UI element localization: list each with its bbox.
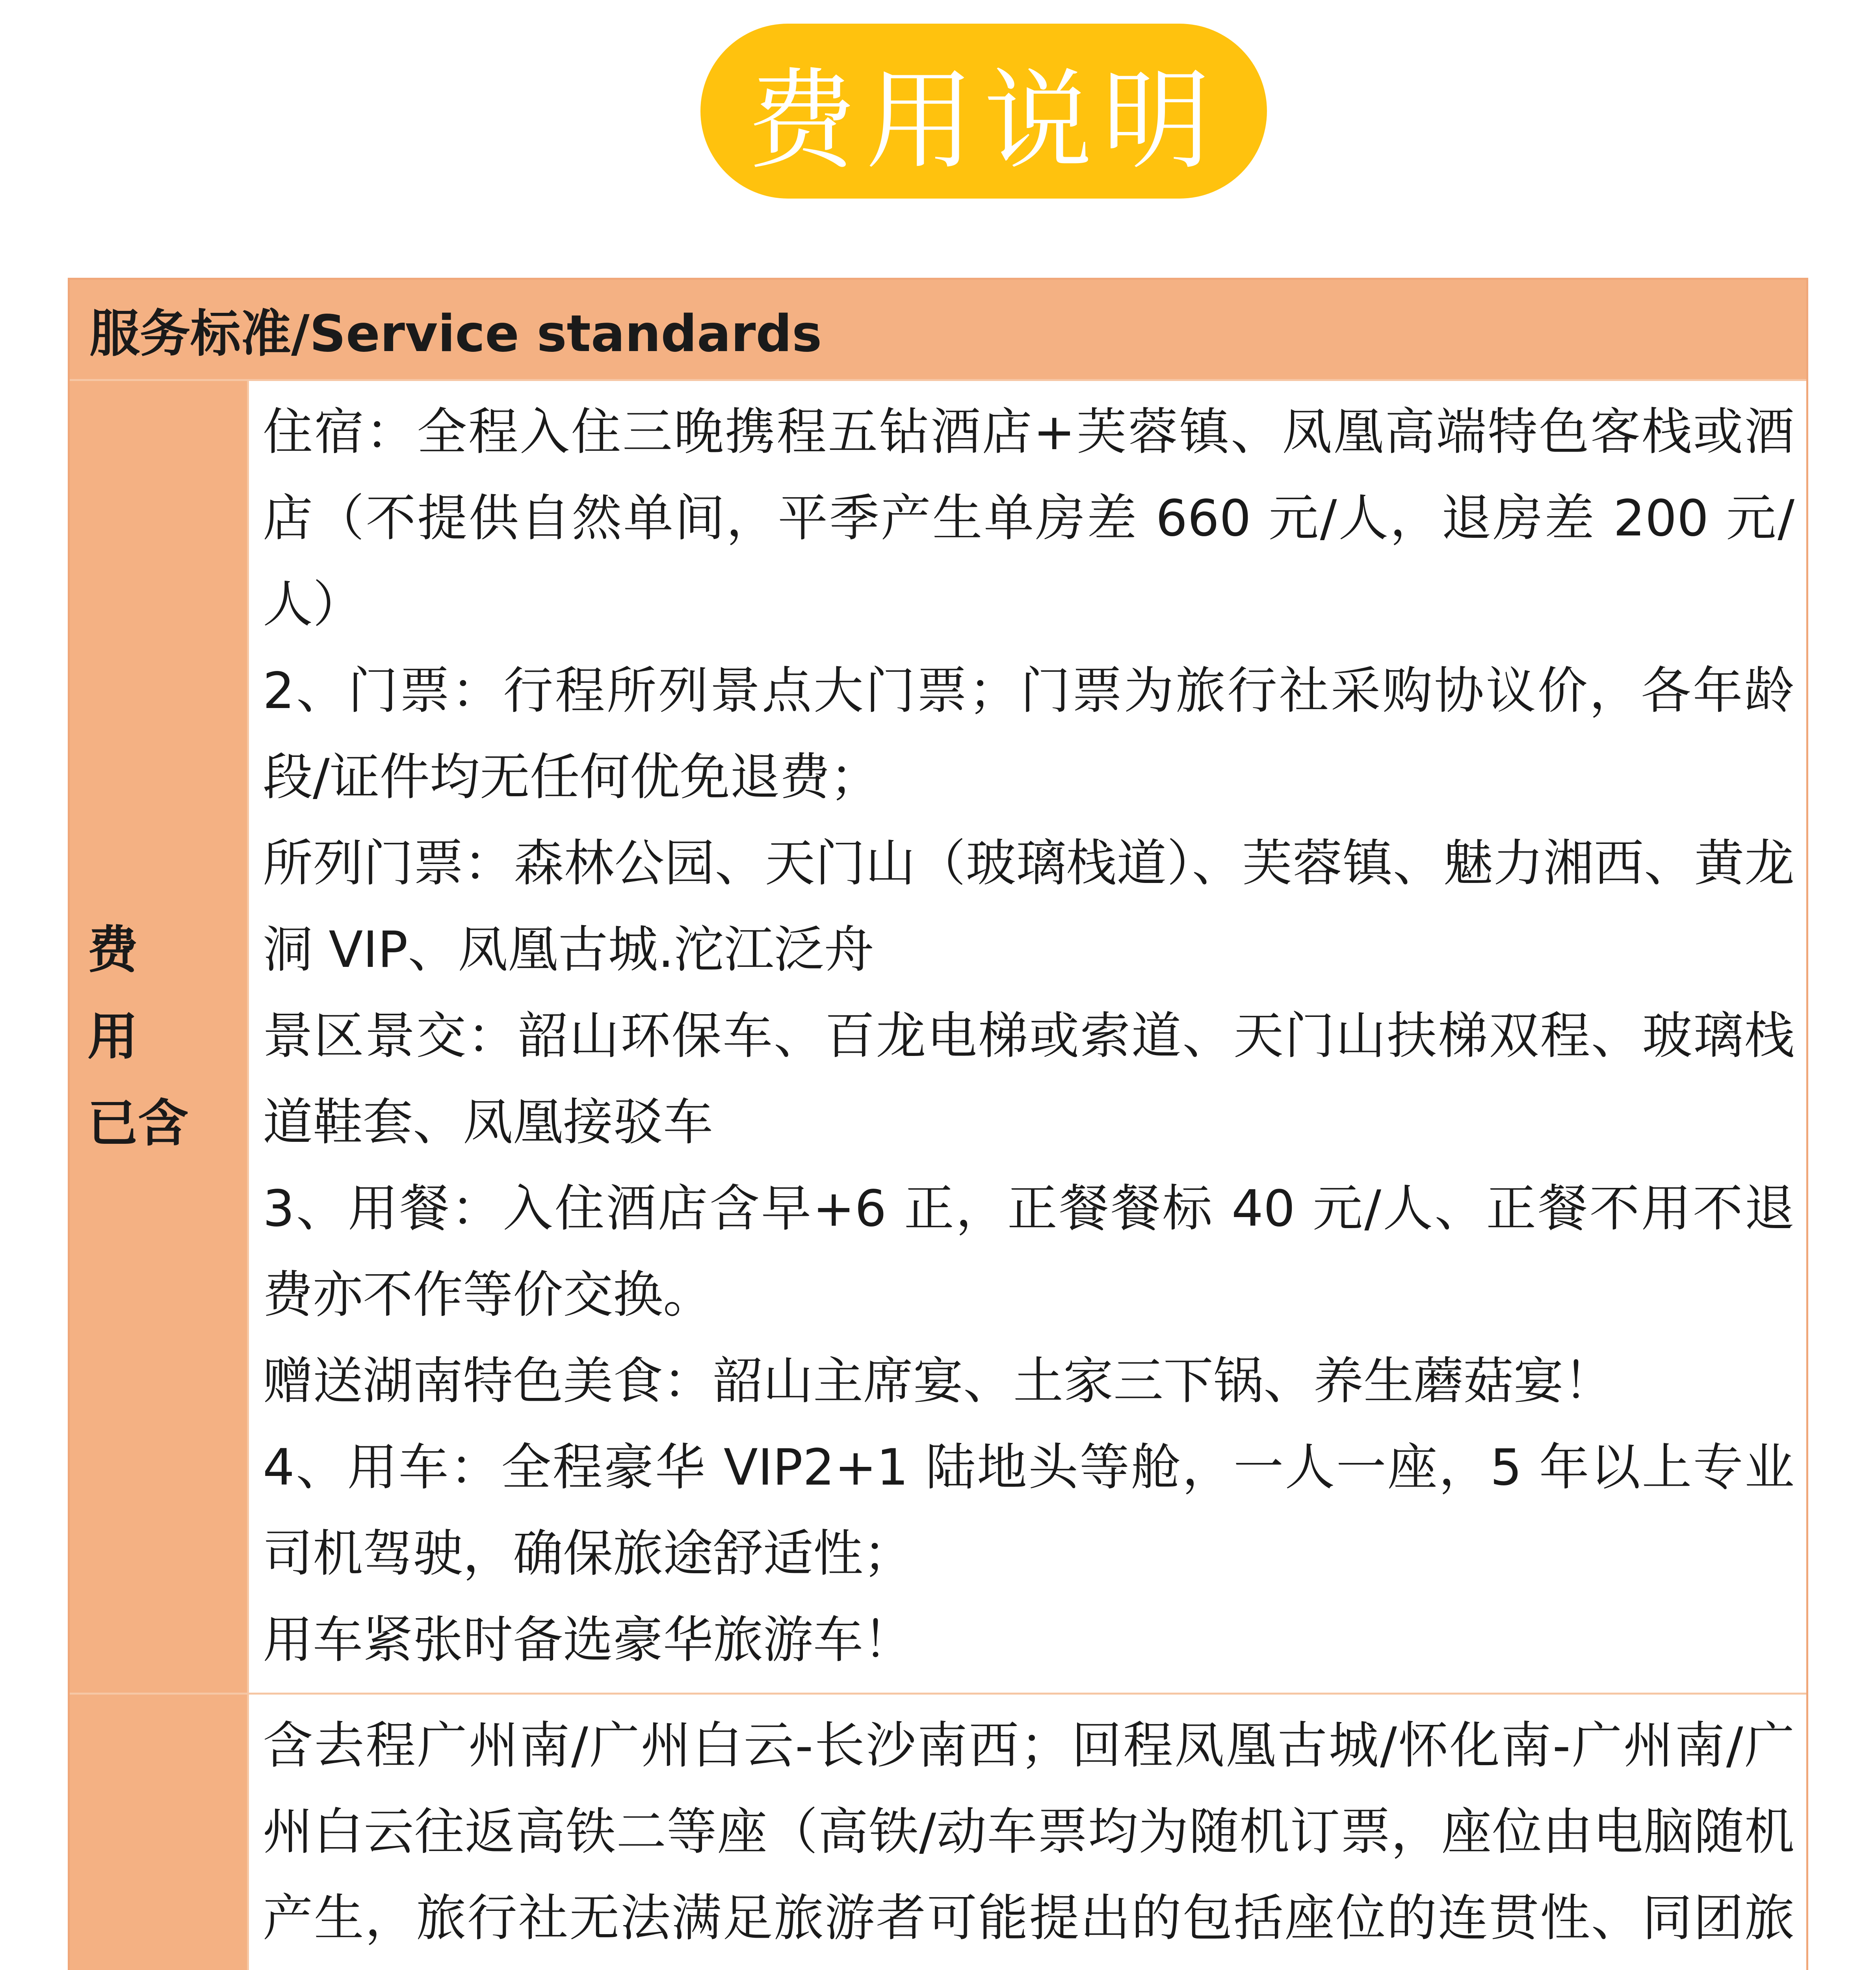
table-header: 服务标准/Service standards (70, 280, 1806, 381)
row-content-transport (251, 1695, 1806, 1970)
content-line-tickets: 2、门票：行程所列景点大门票；门票为旅行社采购协议价，各年龄段/证件均无任何优免退费； (263, 662, 1794, 806)
row-label-line: 费 用 (87, 920, 188, 1066)
table-row-fee-included (70, 381, 1806, 1695)
row-content-fee-included (251, 381, 1806, 1693)
content-line-backup-vehicle: 用车紧张时备选豪华旅游车！ (263, 1611, 914, 1669)
content-line-scenic-transport: 景区景交：韶山环保车、百龙电梯或索道、天门山扶梯双程、玻璃栈道鞋套、凤凰接驳车 (263, 1007, 1794, 1151)
row-label-fee-included (70, 381, 249, 1693)
content-line-train: 含去程广州南/广州白云-长沙南西；回程凤凰古城/怀化南-广州南/广州白云往返高铁二等座（高铁/动车票均为随机订票，座位由电脑随机产生，旅行社无法满足旅游者可能提出的包括座位的连贯性、同团旅 (263, 1716, 1794, 1947)
row-label-line: 已含 (87, 1094, 189, 1153)
content-line-meals: 3、用餐：入住酒店含早+6 正，正餐餐标 40 元/人、正餐不用不退费亦不作等价交换。 (263, 1179, 1794, 1324)
fee-table (68, 278, 1808, 1970)
content-line-guide (263, 1683, 1794, 1693)
title-banner (700, 24, 1267, 199)
content-line-gift-food: 赠送湖南特色美食：韶山主席宴、土家三下锅、养生蘑菇宴！ (263, 1352, 1614, 1410)
page-title: 费用说明 (747, 58, 1220, 184)
content-line-accommodation: 住宿：全程入住三晚携程五钻酒店+芙蓉镇、凤凰高端特色客栈或酒店（不提供自然单间，平季产生单房差 660 元/人，退房差 200 元/人） (263, 403, 1794, 634)
row-label-line (87, 1957, 247, 1970)
content-line-vehicle: 4、用车：全程豪华 VIP2+1 陆地头等舱，一人一座，5 年以上专业司机驾驶，确保旅途舒适性； (263, 1438, 1794, 1583)
table-row-transport (70, 1695, 1806, 1970)
content-line-listed-tickets: 所列门票：森林公园、天门山（玻璃栈道）、芙蓉镇、魅力湘西、黄龙洞 VIP、凤凰古城.沱江泛舟 (263, 834, 1794, 979)
row-label-transport (70, 1695, 249, 1970)
